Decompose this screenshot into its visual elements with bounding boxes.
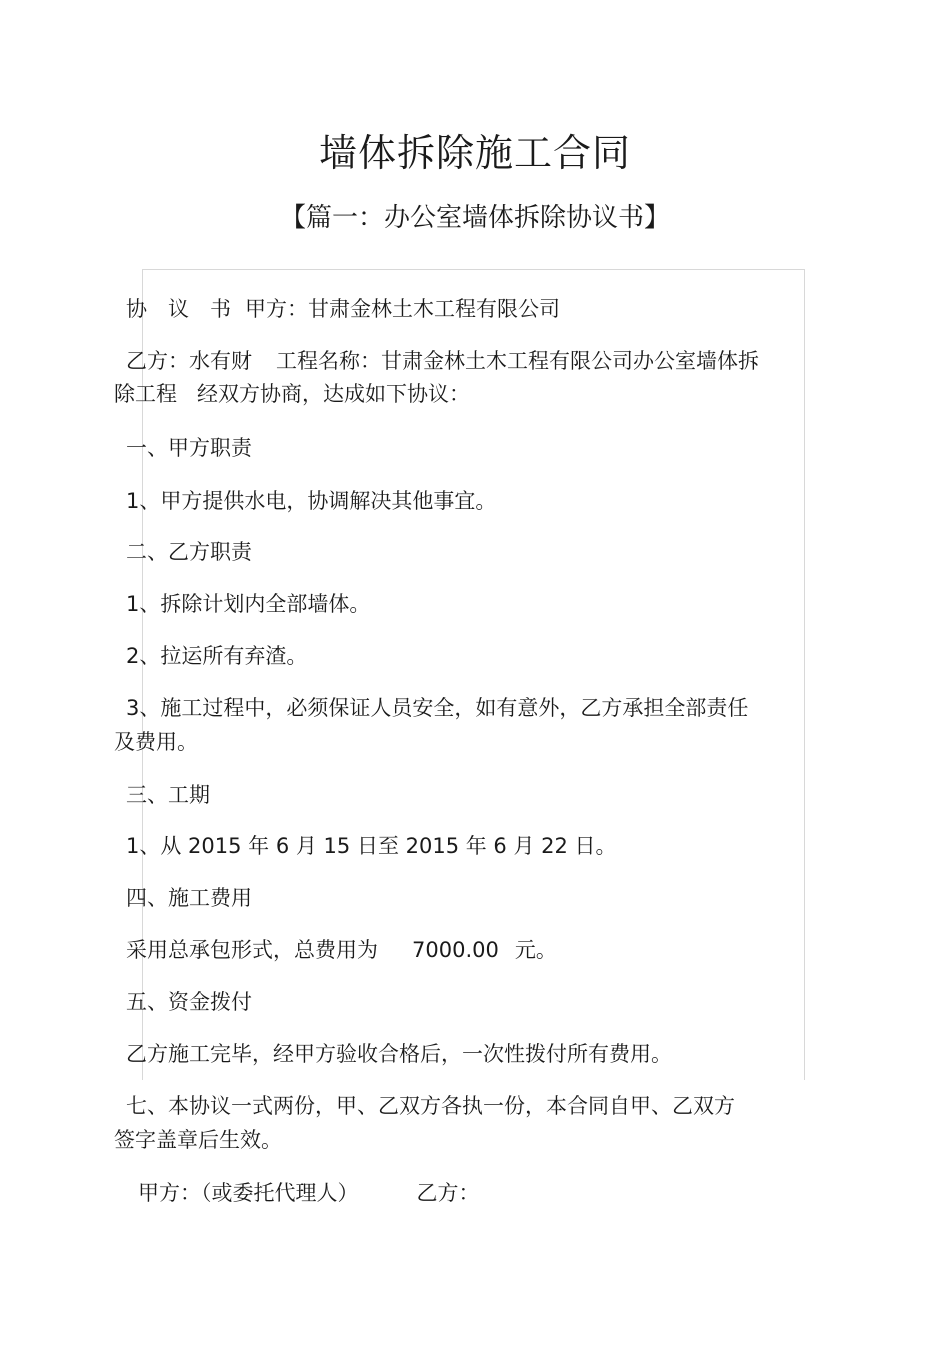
agreement-heading: 协 议 书 xyxy=(126,297,231,321)
sign-party-b: 乙方： xyxy=(416,1181,480,1205)
section2-item3-line2: 及费用。 xyxy=(114,730,198,754)
document-subtitle: 【篇一：办公室墙体拆除协议书】 xyxy=(279,203,670,233)
project-name-cont: 除工程 xyxy=(114,382,177,406)
sign-party-a: 甲方：（或委托代理人） xyxy=(138,1181,359,1205)
party-a: 甲方：甘肃金林土木工程有限公司 xyxy=(245,297,560,321)
consensus: 经双方协商，达成如下协议： xyxy=(197,382,470,406)
section3-item1: 1、从 2015 年 6 月 15 日至 2015 年 6 月 22 日。 xyxy=(126,834,617,858)
document-title: 墙体拆除施工合同 xyxy=(318,131,631,175)
section4-amount: 7000.00 xyxy=(412,938,499,962)
section7-line1: 七、本协议一式两份，甲、乙双方各执一份，本合同自甲、乙双方 xyxy=(126,1094,735,1118)
section4-heading: 四、施工费用 xyxy=(126,886,252,910)
section5-heading: 五、资金拨付 xyxy=(126,990,252,1014)
section3-heading: 三、工期 xyxy=(126,783,210,807)
section4-text-line xyxy=(126,933,557,967)
section2-item2: 2、拉运所有弃渣。 xyxy=(126,644,308,668)
section2-item1: 1、拆除计划内全部墙体。 xyxy=(126,592,371,616)
section7-line2: 签字盖章后生效。 xyxy=(114,1128,282,1152)
signature-line xyxy=(138,1176,480,1210)
section4-text-prefix: 采用总承包形式，总费用为 xyxy=(126,938,378,962)
party-b-line xyxy=(126,344,759,378)
section5-text: 乙方施工完毕，经甲方验收合格后，一次性拨付所有费用。 xyxy=(126,1042,672,1066)
section4-unit: 元。 xyxy=(514,938,557,962)
agreement-line xyxy=(126,292,560,326)
party-b: 乙方：水有财 xyxy=(126,349,252,373)
section2-heading: 二、乙方职责 xyxy=(126,540,252,564)
project-name-cont-line xyxy=(114,377,470,411)
section2-item3-line1: 3、施工过程中，必须保证人员安全，如有意外，乙方承担全部责任 xyxy=(126,696,749,720)
section1-heading: 一、甲方职责 xyxy=(126,436,252,460)
section1-item1: 1、甲方提供水电，协调解决其他事宜。 xyxy=(126,489,497,513)
project-name: 工程名称：甘肃金林土木工程有限公司办公室墙体拆 xyxy=(276,349,759,373)
